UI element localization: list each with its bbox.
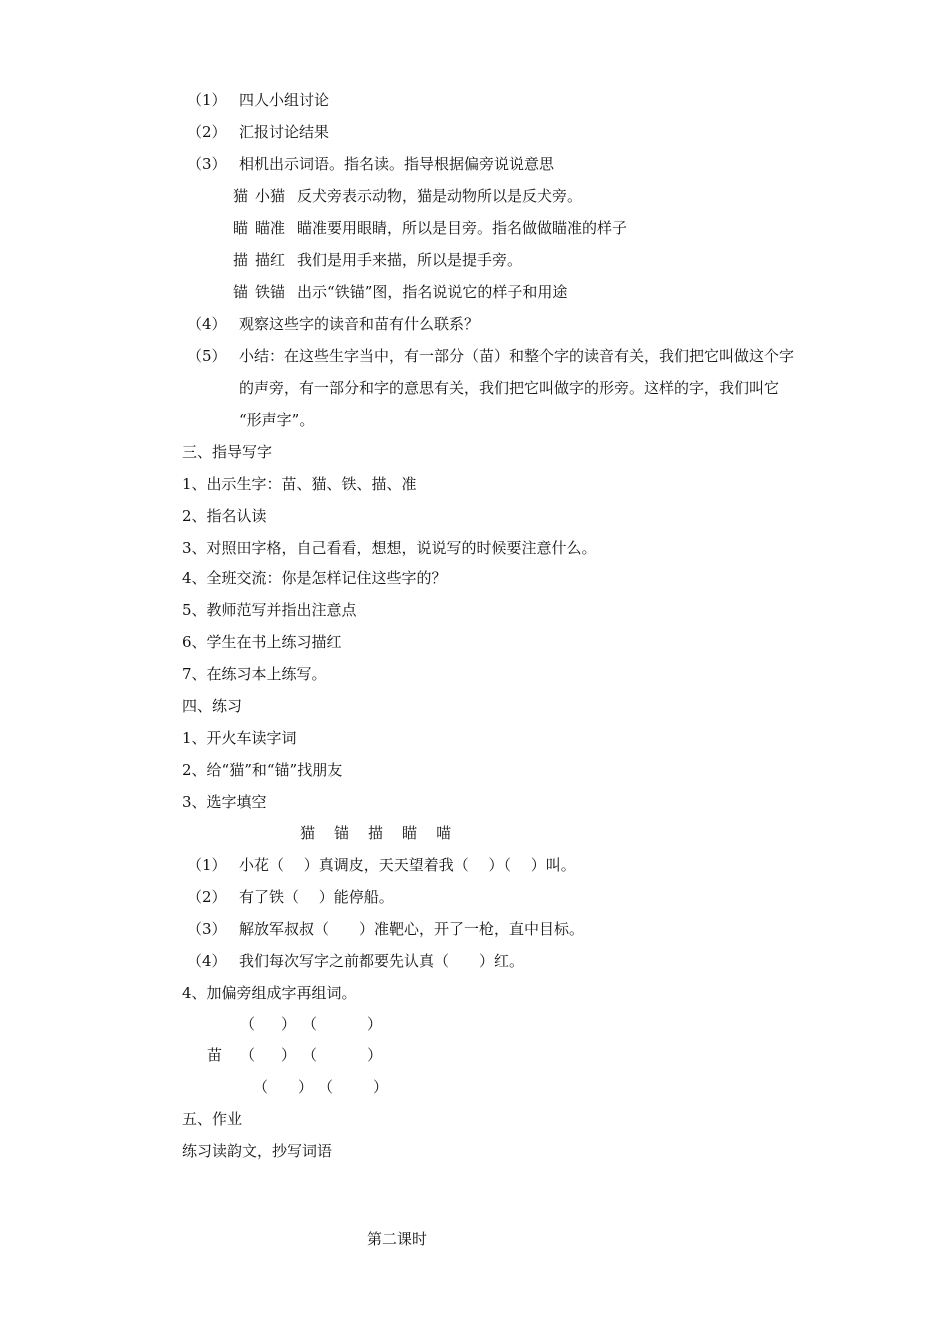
radical-blank-row-3: （ ） （ ） — [253, 1078, 389, 1096]
section-4-step: 3、选字填空 — [182, 793, 267, 811]
fill-sentence-1: （1） 小花（ ）真调皮，天天望着我（ ）（ ）叫。 — [187, 856, 576, 874]
choice-characters: 猫 锚 描 瞄 喵 — [300, 824, 452, 842]
lesson-title: 第二课时 — [367, 1230, 428, 1248]
radical-blank-row-2: 苗 （ ） （ ） — [207, 1046, 383, 1064]
section-4-step: 2、给“猫”和“锚”找朋友 — [182, 761, 343, 779]
section-3-step: 6、学生在书上练习描红 — [182, 633, 342, 651]
section-3-heading: 三、指导写字 — [182, 443, 273, 461]
summary-line-1: （5） 小结：在这些生字当中，有一部分（苗）和整个字的读音有关，我们把它叫做这个字 — [187, 347, 795, 365]
discussion-item-3: （3） 相机出示词语。指名读。指导根据偏旁说说意思 — [187, 155, 555, 173]
word-row-miao-hong: 描 描红 我们是用手来描，所以是提手旁。 — [233, 251, 523, 269]
radical-blank-row-1: （ ） （ ） — [240, 1015, 383, 1033]
section-3-step: 5、教师范写并指出注意点 — [182, 601, 357, 619]
section-3-step: 3、对照田字格，自己看看，想想，说说写的时候要注意什么。 — [182, 539, 597, 557]
word-row-miao-zhun: 瞄 瞄准 瞄准要用眼睛，所以是目旁。指名做做瞄准的样子 — [233, 219, 628, 237]
word-row-tie-mao: 锚 铁锚 出示“铁锚”图，指名说说它的样子和用途 — [233, 283, 568, 301]
fill-sentence-4: （4） 我们每次写字之前都要先认真（ ）红。 — [187, 952, 525, 970]
section-5-heading: 五、作业 — [182, 1110, 243, 1128]
summary-line-2: 的声旁，有一部分和字的意思有关，我们把它叫做字的形旁。这样的字，我们叫它 — [239, 379, 780, 397]
summary-line-3: “形声字”。 — [239, 411, 315, 429]
fill-sentence-2: （2） 有了铁（ ）能停船。 — [187, 888, 394, 906]
discussion-item-4: （4） 观察这些字的读音和苗有什么联系？ — [187, 315, 480, 333]
section-4-heading: 四、练习 — [182, 697, 243, 715]
discussion-item-2: （2） 汇报讨论结果 — [187, 123, 330, 141]
section-4-step: 4、加偏旁组成字再组词。 — [182, 984, 357, 1002]
fill-sentence-3: （3） 解放军叔叔（ ）准靶心，开了一枪，直中目标。 — [187, 920, 585, 938]
section-3-step: 1、出示生字：苗、猫、铁、描、准 — [182, 475, 417, 493]
word-row-mao: 猫 小猫 反犬旁表示动物，猫是动物所以是反犬旁。 — [233, 187, 583, 205]
section-3-step: 2、指名认读 — [182, 507, 267, 525]
root-character: 苗 — [207, 1046, 223, 1064]
section-4-step: 1、开火车读字词 — [182, 729, 297, 747]
section-3-step: 7、在练习本上练写。 — [182, 665, 327, 683]
discussion-item-1: （1） 四人小组讨论 — [187, 91, 330, 109]
section-3-step: 4、全班交流：你是怎样记住这些字的？ — [182, 569, 447, 587]
homework-text: 练习读韵文，抄写词语 — [182, 1142, 333, 1160]
